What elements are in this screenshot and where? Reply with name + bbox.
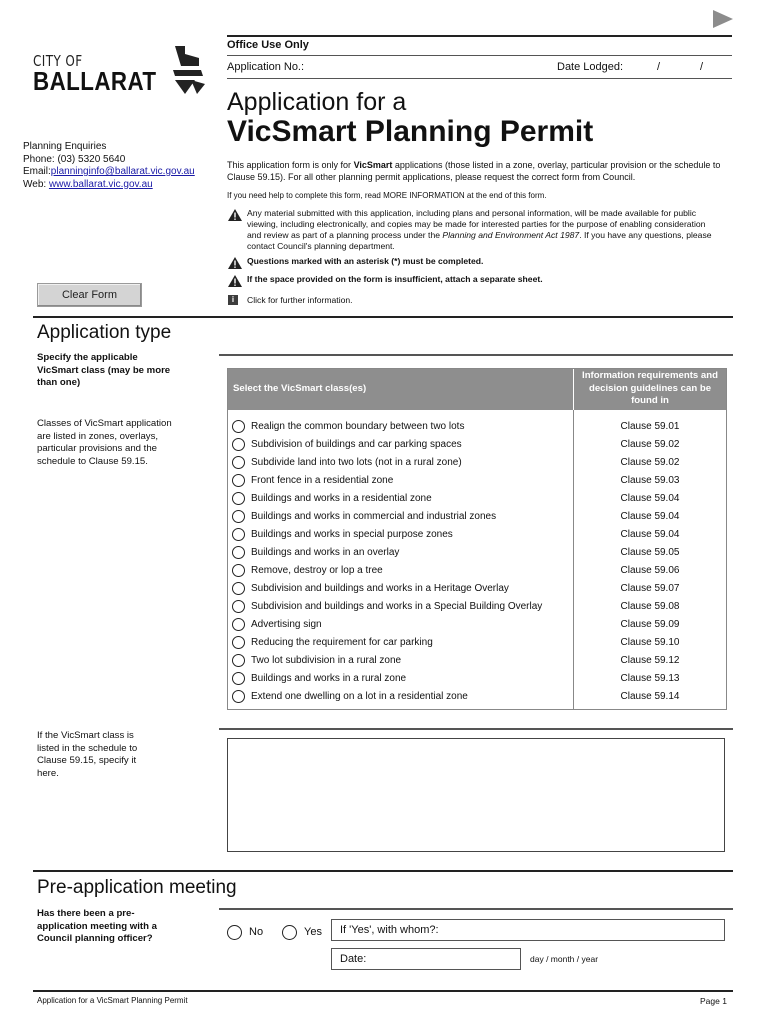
office-use-title: Office Use Only <box>227 39 309 51</box>
table-row[interactable] <box>228 616 726 634</box>
footer-form-name: Application for a VicSmart Planning Permit <box>37 996 188 1005</box>
class-label: Subdivision of buildings and car parking spaces <box>251 439 462 450</box>
web-link[interactable]: www.ballarat.vic.gov.au <box>48 178 153 190</box>
help-paragraph: If you need help to complete this form, read MORE INFORMATION at the end of this form. <box>227 191 547 200</box>
office-use-block <box>227 35 732 81</box>
info-link-row[interactable] <box>228 295 733 307</box>
class-radio[interactable] <box>232 582 245 595</box>
table-row[interactable] <box>228 472 726 490</box>
class-clause: Clause 59.12 <box>620 655 680 666</box>
class-clause: Clause 59.07 <box>620 583 680 594</box>
pre-application-question: Has there been a pre-application meeting with a Council planning officer? <box>37 908 157 944</box>
class-clause: Clause 59.05 <box>620 547 680 558</box>
info-icon[interactable]: i <box>228 295 238 305</box>
pre-application-frame <box>219 908 733 976</box>
class-radio[interactable] <box>232 528 245 541</box>
class-clause: Clause 59.09 <box>620 619 680 630</box>
table-row[interactable] <box>228 688 726 706</box>
clear-form-button[interactable]: Clear Form <box>37 283 142 307</box>
table-row[interactable] <box>228 562 726 580</box>
class-label: Realign the common boundary between two lots <box>251 421 465 432</box>
table-row[interactable] <box>228 544 726 562</box>
date-separator: / <box>657 61 661 73</box>
class-clause: Clause 59.06 <box>620 565 680 576</box>
table-row[interactable] <box>228 652 726 670</box>
next-page-arrow-icon[interactable] <box>713 10 733 28</box>
email-label: Email: <box>23 166 51 177</box>
table-row[interactable] <box>228 508 726 526</box>
class-clause: Clause 59.03 <box>620 475 680 486</box>
class-label: Extend one dwelling on a lot in a residential zone <box>251 691 468 702</box>
class-radio[interactable] <box>232 510 245 523</box>
enquiries-title: Planning Enquiries <box>23 141 107 152</box>
class-label: Buildings and works in special purpose zones <box>251 529 453 540</box>
class-clause: Clause 59.13 <box>620 673 680 684</box>
logo-name: BALLARAT <box>33 66 157 96</box>
class-label: Remove, destroy or lop a tree <box>251 565 383 576</box>
specify-class-label: Specify the applicable VicSmart class (may be more than one) <box>37 352 171 388</box>
yes-radio[interactable] <box>282 925 297 940</box>
intro-bold-text: VicSmart <box>353 160 393 170</box>
info-link-text[interactable]: Click for further information. <box>247 295 353 305</box>
no-label: No <box>249 926 264 938</box>
enquiries-web-row <box>23 179 195 192</box>
class-radio[interactable] <box>232 636 245 649</box>
class-radio[interactable] <box>232 600 245 613</box>
space-notice-text: If the space provided on the form is insufficient, attach a separate sheet. <box>247 274 543 284</box>
class-label: Reducing the requirement for car parking <box>251 637 433 648</box>
date-separator: / <box>700 61 704 73</box>
table-header-select <box>228 369 573 410</box>
class-radio[interactable] <box>232 492 245 505</box>
yes-label: Yes <box>304 926 322 938</box>
class-clause: Clause 59.01 <box>620 421 680 432</box>
class-clause: Clause 59.02 <box>620 439 680 450</box>
schedule-class-input[interactable] <box>227 738 725 852</box>
table-row[interactable] <box>228 436 726 454</box>
application-type-title: Application type <box>37 322 172 343</box>
divider <box>227 35 732 37</box>
class-radio[interactable] <box>232 474 245 487</box>
class-radio[interactable] <box>232 672 245 685</box>
table-row[interactable] <box>228 634 726 652</box>
table-row[interactable] <box>228 526 726 544</box>
class-label: Front fence in a residential zone <box>251 475 394 486</box>
class-radio[interactable] <box>232 654 245 667</box>
act-name: Planning and Environment Act 1987 <box>442 230 580 240</box>
footer-page-number: Page 1 <box>700 996 727 1006</box>
intro-text: applications (those listed in a zone, overlay, particular provision or the schedule to Clause 59.15). For all other planning permit applications, please request the correct form from Council. <box>227 160 721 182</box>
warning-icon <box>228 257 242 269</box>
table-header-info <box>574 369 726 410</box>
asterisk-notice <box>228 256 733 268</box>
footer-divider <box>33 990 733 992</box>
privacy-notice-text <box>247 208 713 252</box>
class-label: Buildings and works in a rural zone <box>251 673 407 684</box>
class-clause: Clause 59.08 <box>620 601 680 612</box>
class-label: Buildings and works in an overlay <box>251 547 400 558</box>
table-row[interactable] <box>228 454 726 472</box>
intro-text: This application form is only for <box>227 160 354 170</box>
class-clause: Clause 59.14 <box>620 691 680 702</box>
intro-paragraph <box>227 160 732 183</box>
class-radio[interactable] <box>232 564 245 577</box>
section-divider <box>33 870 733 872</box>
class-radio[interactable] <box>232 438 245 451</box>
class-label: Buildings and works in a residential zone <box>251 493 432 504</box>
table-header-select-label: Select the VicSmart class(es) <box>233 383 367 394</box>
class-label: Two lot subdivision in a rural zone <box>251 655 402 666</box>
divider <box>227 78 732 79</box>
page-title-line1: Application for a <box>227 88 407 116</box>
class-radio[interactable] <box>232 618 245 631</box>
classes-note: Classes of VicSmart application are listed in zones, overlays, particular provisions and the schedule to Clause 59.15. <box>37 418 172 467</box>
enquiries-email-row <box>23 166 195 179</box>
logo-mark-icon <box>171 44 205 96</box>
date-lodged-label: Date Lodged: <box>557 61 624 73</box>
warning-icon <box>228 209 242 221</box>
class-clause: Clause 59.04 <box>620 493 680 504</box>
class-radio[interactable] <box>232 546 245 559</box>
class-label: Subdivide land into two lots (not in a rural zone) <box>251 457 462 468</box>
table-row[interactable] <box>228 490 726 508</box>
date-field[interactable]: Date: <box>331 948 521 970</box>
warning-icon <box>228 275 242 287</box>
privacy-notice <box>228 208 733 254</box>
privacy-notice-text-part: . If you have any questions, please contact Council's planning department. <box>247 230 712 251</box>
table-row[interactable] <box>228 670 726 688</box>
class-radio[interactable] <box>232 690 245 703</box>
class-label: Buildings and works in commercial and industrial zones <box>251 511 497 522</box>
pre-application-title: Pre-application meeting <box>37 877 237 898</box>
no-radio[interactable] <box>227 925 242 940</box>
application-no-label: Application No.: <box>227 61 305 73</box>
class-label: Subdivision and buildings and works in a Special Building Overlay <box>251 601 543 612</box>
email-link[interactable]: planninginfo@ballarat.vic.gov.au <box>50 166 195 177</box>
page-title-line2: VicSmart Planning Permit <box>227 115 594 148</box>
class-clause: Clause 59.02 <box>620 457 680 468</box>
table-header-info-label: Information requirements and decision guidelines can be found in <box>582 370 718 406</box>
schedule-note: If the VicSmart class is listed in the schedule to Clause 59.15, specify it here. <box>37 730 138 779</box>
class-radio[interactable] <box>232 420 245 433</box>
city-of-ballarat-logo <box>33 44 203 100</box>
with-whom-field[interactable]: If 'Yes', with whom?: <box>331 919 725 941</box>
asterisk-notice-text: Questions marked with an asterisk (*) must be completed. <box>247 256 484 266</box>
divider <box>227 55 732 56</box>
logo-city-of: CITY OF <box>33 52 83 70</box>
space-notice <box>228 274 733 286</box>
class-label: Subdivision and buildings and works in a Heritage Overlay <box>251 583 509 594</box>
table-row[interactable] <box>228 598 726 616</box>
vicsmart-class-table-frame <box>219 354 733 718</box>
schedule-class-frame <box>219 728 733 860</box>
table-row[interactable] <box>228 580 726 598</box>
vicsmart-class-table <box>227 368 727 710</box>
class-clause: Clause 59.04 <box>620 511 680 522</box>
table-row[interactable] <box>228 418 726 436</box>
class-clause: Clause 59.04 <box>620 529 680 540</box>
class-label: Advertising sign <box>251 619 322 630</box>
privacy-notice-text-part: Any material submitted with this application, including plans and personal information, will be made available for public viewing, including electronically, and copies may be made for interested parties for the purpose of enabling consideration and review as part of a planning process under the <box>247 208 706 240</box>
class-clause: Clause 59.10 <box>620 637 680 648</box>
section-divider <box>33 316 733 318</box>
class-radio[interactable] <box>232 456 245 469</box>
enquiries-phone: Phone: (03) 5320 5640 <box>23 153 126 165</box>
planning-enquiries <box>23 141 195 191</box>
date-hint: day / month / year <box>530 954 599 964</box>
web-label: Web: <box>23 178 49 190</box>
